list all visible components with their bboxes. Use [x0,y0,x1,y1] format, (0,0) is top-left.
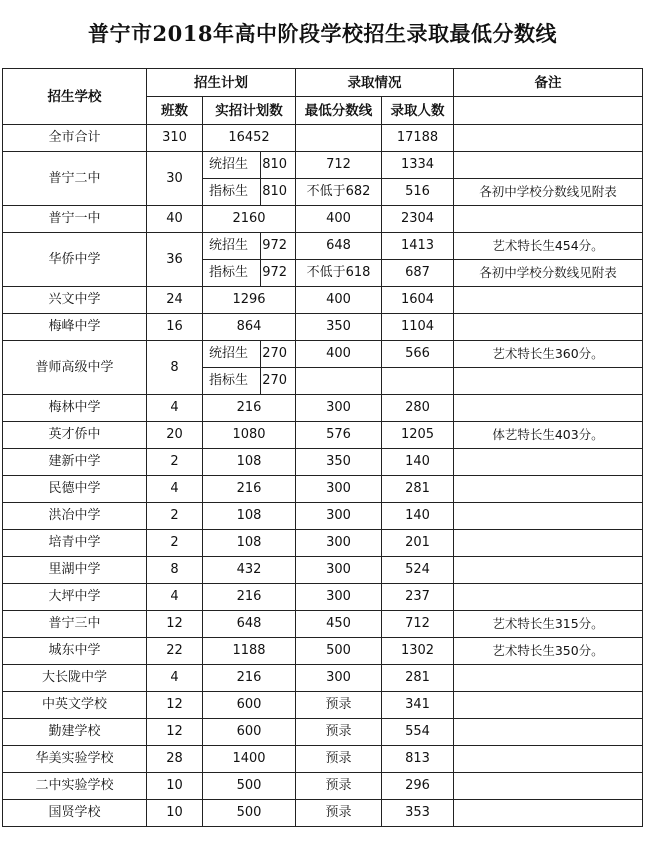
class-count: 16 [147,314,203,341]
school-name: 二中实验学校 [3,773,147,800]
plan-type-label: 统招生 [203,341,261,368]
min-score [296,125,382,152]
table-row [3,422,643,449]
table-row [3,287,643,314]
remark [454,800,643,827]
remark [454,287,643,314]
school-name: 民德中学 [3,476,147,503]
remark [454,125,643,152]
remark: 艺术特长生350分。 [454,638,643,665]
class-count: 28 [147,746,203,773]
class-count: 24 [147,287,203,314]
admitted-count: 1302 [382,638,454,665]
plan-count: 972 [261,260,296,287]
plan-count: 972 [261,233,296,260]
remark [454,395,643,422]
class-count: 2 [147,530,203,557]
remark [454,449,643,476]
plan-type-label: 统招生 [203,152,261,179]
plan-count: 864 [203,314,296,341]
min-score: 400 [296,341,382,368]
admitted-count: 140 [382,449,454,476]
min-score: 300 [296,557,382,584]
min-score: 300 [296,584,382,611]
admitted-count: 712 [382,611,454,638]
class-count: 8 [147,557,203,584]
plan-count: 1296 [203,287,296,314]
remark: 艺术特长生454分。 [454,233,643,260]
remark [454,584,643,611]
plan-count: 1188 [203,638,296,665]
table-row [3,692,643,719]
header-remark: 备注 [454,69,643,97]
plan-count: 216 [203,395,296,422]
class-count: 40 [147,206,203,233]
admitted-count: 296 [382,773,454,800]
plan-count: 648 [203,611,296,638]
remark [454,530,643,557]
min-score: 不低于682 [296,179,382,206]
plan-count: 1400 [203,746,296,773]
class-count: 22 [147,638,203,665]
header-classes: 班数 [147,97,203,125]
school-name: 建新中学 [3,449,147,476]
min-score: 400 [296,206,382,233]
table-row [3,719,643,746]
remark [454,557,643,584]
plan-count: 600 [203,719,296,746]
class-count: 12 [147,692,203,719]
min-score: 350 [296,449,382,476]
table-row [3,638,643,665]
table-row [3,395,643,422]
page-title: 普宁市2018年高中阶段学校招生录取最低分数线 [88,21,557,46]
admitted-count: 17188 [382,125,454,152]
class-count: 30 [147,152,203,206]
plan-count: 1080 [203,422,296,449]
school-name: 洪冶中学 [3,503,147,530]
admitted-count: 1334 [382,152,454,179]
admitted-count: 554 [382,719,454,746]
remark [454,503,643,530]
admitted-count: 1604 [382,287,454,314]
header-planned: 实招计划数 [203,97,296,125]
min-score: 预录 [296,800,382,827]
table-row [3,773,643,800]
class-count: 36 [147,233,203,287]
plan-count: 500 [203,800,296,827]
plan-count: 216 [203,584,296,611]
plan-type-label: 统招生 [203,233,261,260]
table-row [3,557,643,584]
remark [454,152,643,179]
admitted-count: 353 [382,800,454,827]
admitted-count: 281 [382,476,454,503]
class-count: 10 [147,800,203,827]
min-score: 预录 [296,746,382,773]
admitted-count: 2304 [382,206,454,233]
class-count: 4 [147,395,203,422]
plan-count: 270 [261,368,296,395]
remark [454,746,643,773]
class-count: 4 [147,665,203,692]
remark [454,719,643,746]
table-row [3,449,643,476]
school-name: 普师高级中学 [3,341,147,395]
table-row [3,503,643,530]
school-name: 普宁一中 [3,206,147,233]
min-score: 712 [296,152,382,179]
table-row [3,125,643,152]
school-name: 大长陇中学 [3,665,147,692]
school-name: 华侨中学 [3,233,147,287]
plan-count: 2160 [203,206,296,233]
remark [454,368,643,395]
plan-count: 108 [203,530,296,557]
admitted-count: 566 [382,341,454,368]
table-row [3,611,643,638]
plan-count: 16452 [203,125,296,152]
admitted-count: 813 [382,746,454,773]
table-row [3,665,643,692]
remark: 艺术特长生360分。 [454,341,643,368]
admitted-count: 524 [382,557,454,584]
table-row [3,476,643,503]
admitted-count: 1413 [382,233,454,260]
plan-count: 600 [203,692,296,719]
class-count: 20 [147,422,203,449]
class-count: 8 [147,341,203,395]
school-name: 城东中学 [3,638,147,665]
min-score: 648 [296,233,382,260]
min-score: 不低于618 [296,260,382,287]
plan-type-label: 指标生 [203,179,261,206]
table-row [3,233,643,260]
school-name: 普宁三中 [3,611,147,638]
remark [454,773,643,800]
class-count: 310 [147,125,203,152]
plan-count: 108 [203,449,296,476]
admitted-count: 140 [382,503,454,530]
remark: 体艺特长生403分。 [454,422,643,449]
plan-count: 810 [261,152,296,179]
school-name: 中英文学校 [3,692,147,719]
plan-count: 810 [261,179,296,206]
min-score: 576 [296,422,382,449]
school-name: 兴文中学 [3,287,147,314]
admitted-count: 201 [382,530,454,557]
school-name: 勤建学校 [3,719,147,746]
school-name: 华美实验学校 [3,746,147,773]
class-count: 12 [147,611,203,638]
table-row [3,314,643,341]
min-score: 300 [296,530,382,557]
table-row [3,206,643,233]
plan-count: 216 [203,476,296,503]
table-row [3,584,643,611]
class-count: 12 [147,719,203,746]
plan-type-label: 指标生 [203,260,261,287]
remark: 各初中学校分数线见附表 [454,179,643,206]
admission-table [2,68,643,827]
plan-count: 500 [203,773,296,800]
plan-count: 108 [203,503,296,530]
min-score: 400 [296,287,382,314]
school-name: 梅林中学 [3,395,147,422]
school-name: 培青中学 [3,530,147,557]
remark [454,665,643,692]
admitted-count: 1104 [382,314,454,341]
header-admitted: 录取人数 [382,97,454,125]
min-score [296,368,382,395]
admitted-count: 281 [382,665,454,692]
school-name: 普宁二中 [3,152,147,206]
admitted-count: 687 [382,260,454,287]
min-score: 预录 [296,773,382,800]
table-row [3,800,643,827]
remark [454,314,643,341]
min-score: 300 [296,476,382,503]
table-row [3,746,643,773]
school-name: 里湖中学 [3,557,147,584]
class-count: 2 [147,449,203,476]
admitted-count [382,368,454,395]
plan-type-label: 指标生 [203,368,261,395]
school-name: 大坪中学 [3,584,147,611]
school-name: 国贤学校 [3,800,147,827]
school-name: 英才侨中 [3,422,147,449]
class-count: 4 [147,584,203,611]
min-score: 300 [296,503,382,530]
class-count: 4 [147,476,203,503]
header-school: 招生学校 [3,69,147,125]
header-min-score: 最低分数线 [296,97,382,125]
table-row [3,152,643,179]
header-remark-blank [454,97,643,125]
admitted-count: 516 [382,179,454,206]
min-score: 300 [296,395,382,422]
table-row [3,530,643,557]
remark [454,692,643,719]
table-row [3,341,643,368]
class-count: 2 [147,503,203,530]
plan-count: 432 [203,557,296,584]
min-score: 450 [296,611,382,638]
remark [454,206,643,233]
header-admission: 录取情况 [296,69,454,97]
min-score: 预录 [296,692,382,719]
admitted-count: 341 [382,692,454,719]
school-name: 全市合计 [3,125,147,152]
plan-count: 216 [203,665,296,692]
header-row-1 [3,69,643,97]
school-name: 梅峰中学 [3,314,147,341]
min-score: 500 [296,638,382,665]
remark: 艺术特长生315分。 [454,611,643,638]
remark: 各初中学校分数线见附表 [454,260,643,287]
admitted-count: 1205 [382,422,454,449]
min-score: 350 [296,314,382,341]
admitted-count: 280 [382,395,454,422]
header-plan: 招生计划 [147,69,296,97]
min-score: 300 [296,665,382,692]
class-count: 10 [147,773,203,800]
remark [454,476,643,503]
admitted-count: 237 [382,584,454,611]
plan-count: 270 [261,341,296,368]
min-score: 预录 [296,719,382,746]
